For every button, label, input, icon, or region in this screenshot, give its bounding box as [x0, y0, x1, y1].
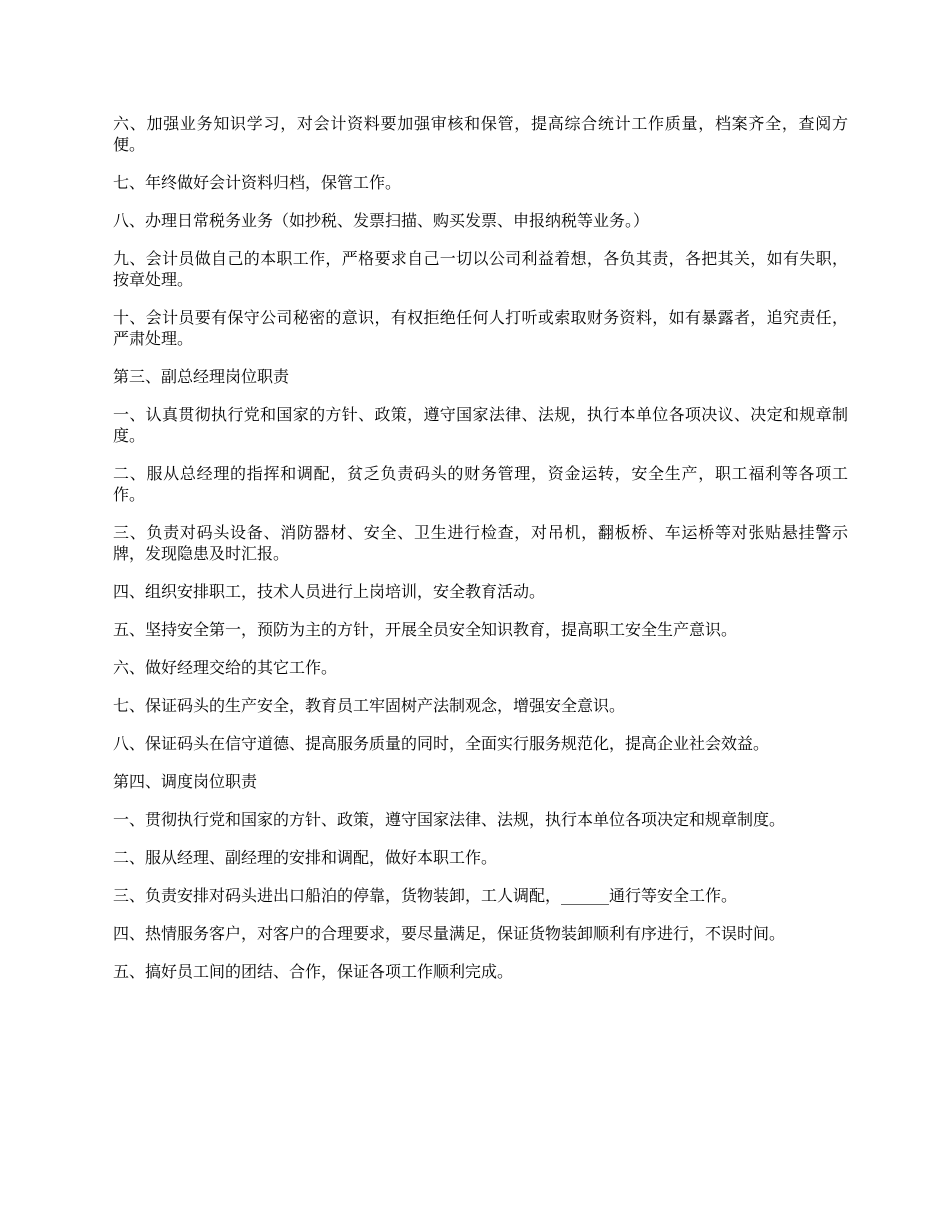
paragraph: 二、服从总经理的指挥和调配，贫乏负责码头的财务管理，资金运转，安全生产，职工福利等各项工作。	[113, 464, 848, 504]
paragraph: 十、会计员要有保守公司秘密的意识，有权拒绝任何人打听或索取财务资料，如有暴露者，追究责任，严肃处理。	[113, 308, 848, 348]
paragraph: 六、做好经理交给的其它工作。	[113, 658, 338, 677]
paragraph: 一、贯彻执行党和国家的方针、政策，遵守国家法律、法规，执行本单位各项决定和规章制度。	[113, 810, 786, 829]
section-heading: 第四、调度岗位职责	[113, 772, 258, 791]
paragraph: 四、组织安排职工，技术人员进行上岗培训，安全教育活动。	[113, 582, 546, 601]
paragraph: 三、负责安排对码头进出口船泊的停靠，货物装卸，工人调配，______通行等安全工作。	[113, 886, 738, 905]
paragraph: 九、会计员做自己的本职工作，严格要求自己一切以公司利益着想，各负其责，各把其关，如有失职，按章处理。	[113, 249, 848, 289]
paragraph: 四、热情服务客户，对客户的合理要求，要尽量满足，保证货物装卸顺利有序进行，不误时间。	[113, 924, 786, 943]
paragraph: 七、年终做好会计资料归档，保管工作。	[113, 173, 402, 192]
paragraph: 一、认真贯彻执行党和国家的方针、政策，遵守国家法律、法规，执行本单位各项决议、决定和规章制度。	[113, 405, 848, 445]
document-page	[113, 113, 848, 999]
section-heading: 第三、副总经理岗位职责	[113, 367, 290, 386]
paragraph: 二、服从经理、副经理的安排和调配，做好本职工作。	[113, 848, 498, 867]
paragraph: 八、办理日常税务业务（如抄税、发票扫描、购买发票、申报纳税等业务。）	[113, 211, 650, 230]
paragraph: 五、搞好员工间的团结、合作，保证各项工作顺利完成。	[113, 962, 514, 981]
paragraph: 三、负责对码头设备、消防器材、安全、卫生进行检查，对吊机，翻板桥、车运桥等对张贴悬挂警示牌，发现隐患及时汇报。	[113, 523, 848, 563]
paragraph: 七、保证码头的生产安全，教育员工牢固树产法制观念，增强安全意识。	[113, 696, 626, 715]
paragraph: 五、坚持安全第一，预防为主的方针，开展全员安全知识教育，提高职工安全生产意识。	[113, 620, 738, 639]
paragraph: 六、加强业务知识学习，对会计资料要加强审核和保管，提高综合统计工作质量，档案齐全，查阅方便。	[113, 114, 848, 154]
paragraph: 八、保证码头在信守道德、提高服务质量的同时，全面实行服务规范化，提高企业社会效益。	[113, 734, 770, 753]
